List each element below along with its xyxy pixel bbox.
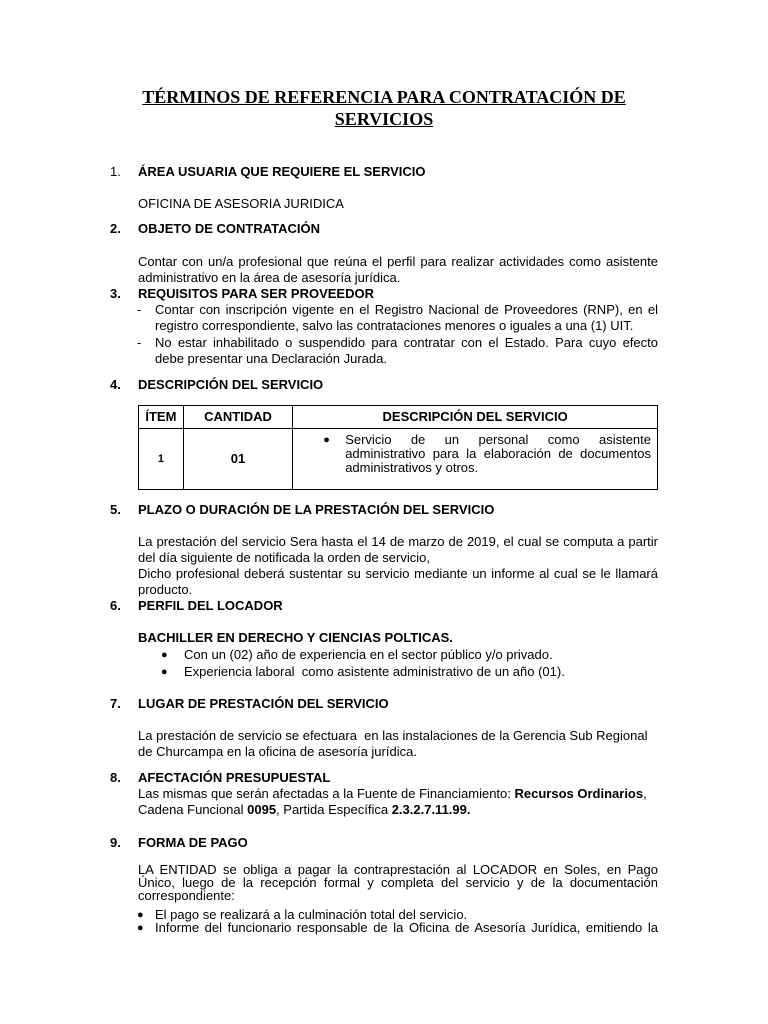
table-cell-quantity: 01 <box>183 429 292 490</box>
section-4-number: 4. <box>110 377 121 392</box>
section-2-number: 2. <box>110 221 121 236</box>
section-8-heading: AFECTACIÓN PRESUPUESTAL <box>138 770 331 785</box>
requirement-item-2: No estar inhabilitado o suspendido para contratar con el Estado. Para cuyo efecto debe presentar una Declaración Jurada. <box>155 335 658 366</box>
section-8-number: 8. <box>110 770 121 785</box>
section-2-heading: OBJETO DE CONTRATACIÓN <box>138 221 321 236</box>
bullet-icon: ● <box>161 666 168 678</box>
functional-chain: 0095 <box>247 802 277 817</box>
table-cell-description <box>293 429 658 490</box>
section-6-number: 6. <box>110 598 121 613</box>
section-9-number: 9. <box>110 835 121 850</box>
specific-item: 2.3.2.7.11.99. <box>391 802 471 817</box>
section-5-text-1: La prestación del servicio Sera hasta el 14 de marzo de 2019, el cual se computa a partir del día siguiente de notificada la orden de servicio, <box>138 534 658 565</box>
service-table <box>138 405 658 490</box>
section-2-text: Contar con un/a profesional que reúna el perfil para realizar actividades como asistente administrativo en la área de asesoría jurídica. <box>138 254 658 285</box>
section-8-text <box>138 786 658 818</box>
table-header-row <box>139 406 658 429</box>
table-header-quantity: CANTIDAD <box>183 406 292 429</box>
profile-item-2: Experiencia laboral como asistente administrativo de un año (01). <box>184 664 565 679</box>
section-3-heading: REQUISITOS PARA SER PROVEEDOR <box>138 286 374 301</box>
section-7-text: La prestación de servicio se efectuara en las instalaciones de la Gerencia Sub Regional de Churcampa en la oficina de asesoría jurídica. <box>138 728 652 759</box>
bullet-icon: ● <box>161 649 168 661</box>
section-7-number: 7. <box>110 696 121 711</box>
document-title <box>0 86 768 130</box>
section-1-text: OFICINA DE ASESORIA JURIDICA <box>138 196 344 211</box>
section-9-text: LA ENTIDAD se obliga a pagar la contraprestación al LOCADOR en Soles, en Pago Único, luego de la recepción formal y completa del servicio y de la documentación correspondiente: <box>138 862 658 903</box>
section-1-number: 1. <box>110 164 121 179</box>
profile-item-1: Con un (02) año de experiencia en el sector público y/o privado. <box>184 647 553 662</box>
payment-item-2: Informe del funcionario responsable de la Oficina de Asesoría Jurídica, emitiendo la <box>155 920 658 935</box>
budget-text-c: , Partida Específica <box>276 802 392 817</box>
bullet-icon: ● <box>323 434 330 446</box>
payment-item-1: El pago se realizará a la culminación total del servicio. <box>155 907 468 922</box>
section-1-heading: ÁREA USUARIA QUE REQUIERE EL SERVICIO <box>138 164 426 179</box>
section-5-heading: PLAZO O DURACIÓN DE LA PRESTACIÓN DEL SERVICIO <box>138 502 495 517</box>
description-text: Servicio de un personal como asistente administrativo para la elaboración de documentos administrativos y otros. <box>345 432 651 475</box>
table-row <box>139 429 658 490</box>
table-header-item: ÍTEM <box>139 406 184 429</box>
profile-subheading: BACHILLER EN DERECHO Y CIENCIAS POLTICAS. <box>138 630 453 645</box>
section-3-number: 3. <box>110 286 121 301</box>
section-7-heading: LUGAR DE PRESTACIÓN DEL SERVICIO <box>138 696 389 711</box>
section-6-heading: PERFIL DEL LOCADOR <box>138 598 283 613</box>
bullet-icon: ● <box>137 922 144 934</box>
section-5-text-2: Dicho profesional deberá sustentar su servicio mediante un informe al cual se le llamará producto. <box>138 566 658 597</box>
funding-source: Recursos Ordinarios <box>514 786 644 801</box>
title-line-2: SERVICIOS <box>334 109 434 129</box>
section-4-heading: DESCRIPCIÓN DEL SERVICIO <box>138 377 324 392</box>
budget-text-a: Las mismas que serán afectadas a la Fuente de Financiamiento: <box>138 786 515 801</box>
table-header-description: DESCRIPCIÓN DEL SERVICIO <box>293 406 658 429</box>
table-cell-item: 1 <box>139 429 184 490</box>
section-5-number: 5. <box>110 502 121 517</box>
requirement-item-1: Contar con inscripción vigente en el Registro Nacional de Proveedores (RNP), en el registro correspondiente, salvo las contrataciones menores o iguales a una (1) UIT. <box>155 302 658 333</box>
section-9-heading: FORMA DE PAGO <box>138 835 248 850</box>
bullet-icon: ● <box>137 909 144 921</box>
title-line-1: TÉRMINOS DE REFERENCIA PARA CONTRATACIÓN DE <box>142 87 626 107</box>
budget-text-b: , Cadena Funcional <box>138 786 647 817</box>
requirement-dash: - <box>137 335 142 350</box>
requirement-dash: - <box>137 302 142 317</box>
